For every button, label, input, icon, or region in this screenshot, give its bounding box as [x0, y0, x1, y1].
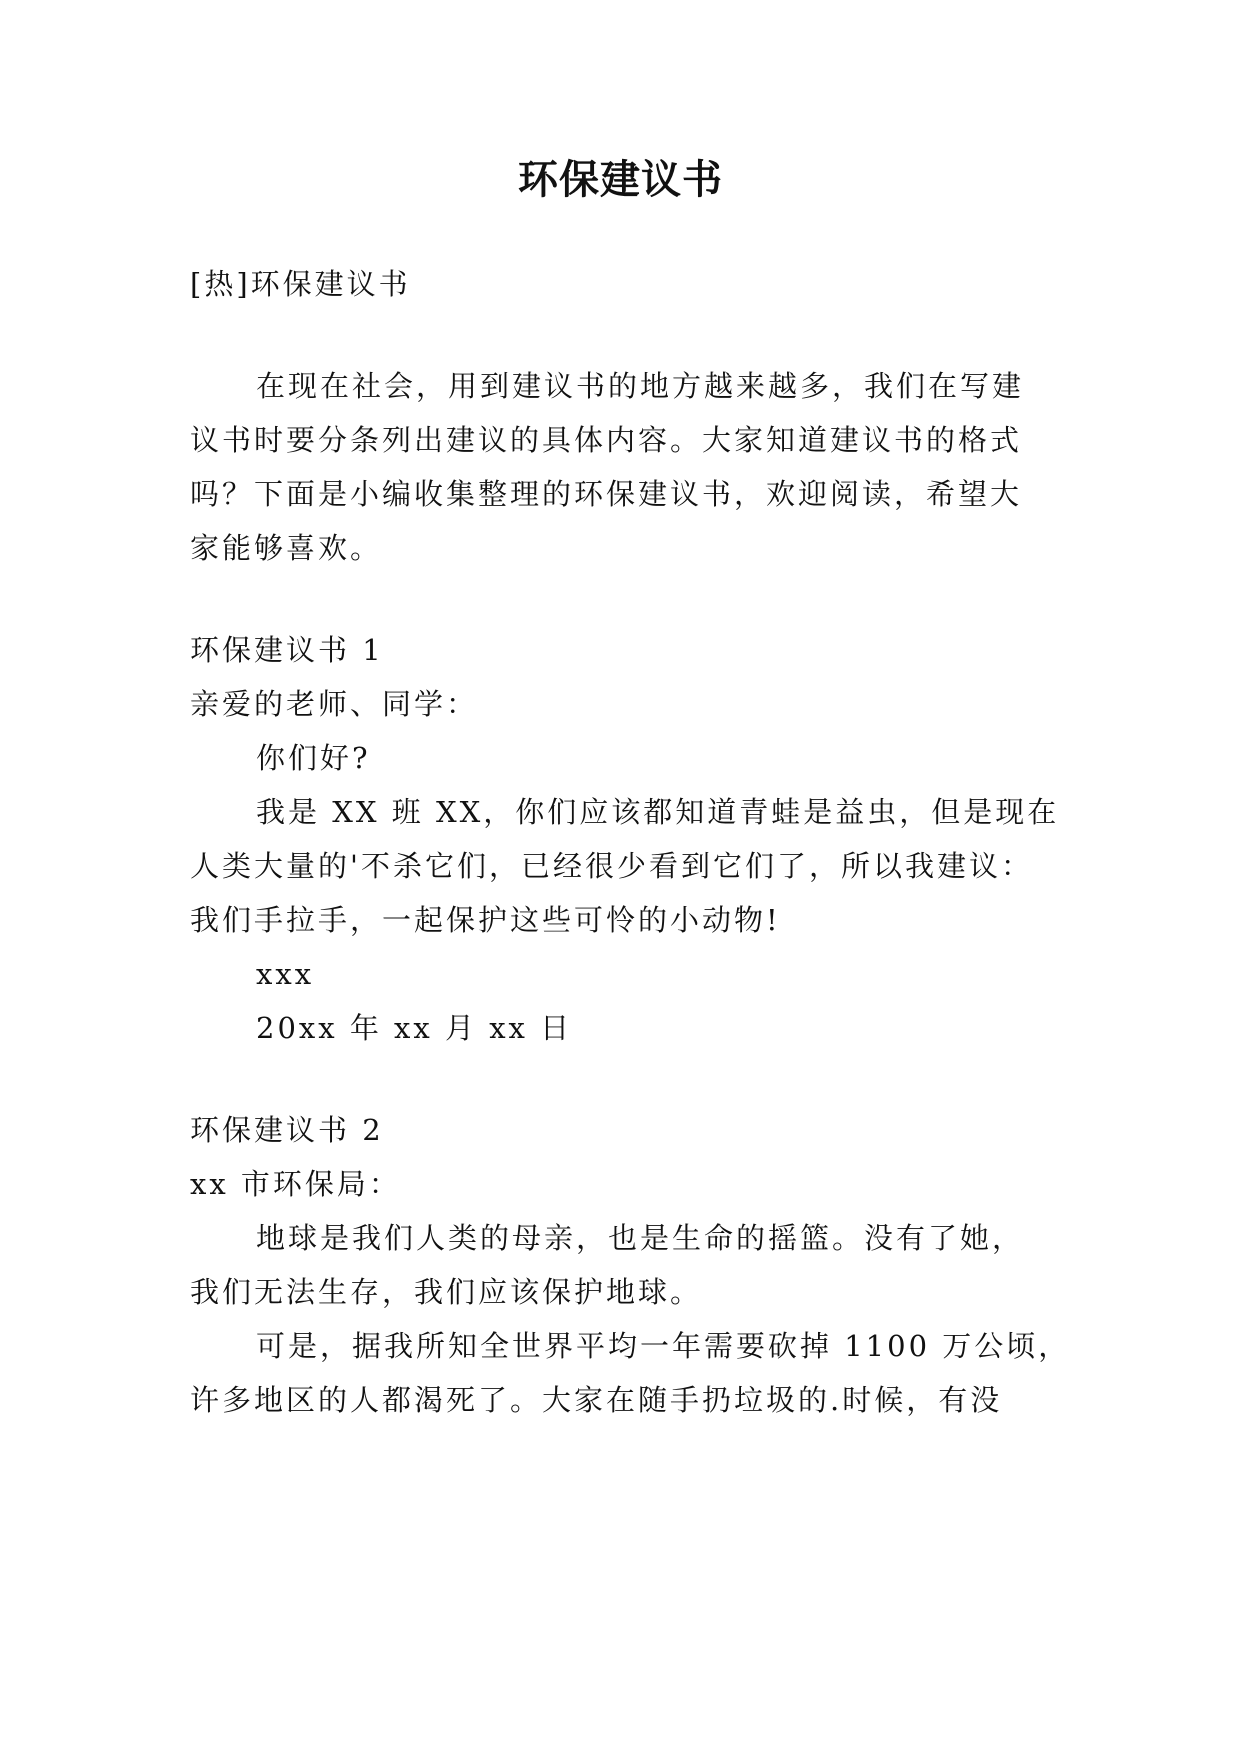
letter1-greeting: 你们好?: [256, 741, 371, 775]
letter2-body-line-3: 可是，据我所知全世界平均一年需要砍掉 1100 万公顷，: [256, 1329, 1071, 1363]
letter1-body-line-2: 人类大量的'不杀它们，已经很少看到它们了，所以我建议：: [190, 849, 1033, 883]
document-title: 环保建议书: [518, 157, 723, 203]
document-subtitle: [热]环保建议书: [190, 267, 411, 301]
intro-line-4: 家能够喜欢。: [190, 531, 383, 565]
intro-line-1: 在现在社会，用到建议书的地方越来越多，我们在写建: [256, 369, 1025, 403]
intro-line-2: 议书时要分条列出建议的具体内容。大家知道建议书的格式: [190, 423, 1023, 457]
letter2-body-line-1: 地球是我们人类的母亲，也是生命的摇篮。没有了她，: [256, 1221, 1025, 1255]
intro-line-3: 吗？下面是小编收集整理的环保建议书，欢迎阅读，希望大: [190, 477, 1023, 511]
letter2-salutation: xx 市环保局：: [190, 1167, 401, 1201]
letter1-body-line-1: 我是 XX 班 XX，你们应该都知道青蛙是益虫，但是现在: [256, 795, 1060, 829]
letter2-heading: 环保建议书 2: [190, 1113, 384, 1147]
letter1-body-line-3: 我们手拉手，一起保护这些可怜的小动物!: [190, 903, 781, 937]
letter1-signature: xxx: [256, 957, 315, 991]
letter2-body-line-2: 我们无法生存，我们应该保护地球。: [190, 1275, 703, 1309]
letter1-salutation: 亲爱的老师、同学：: [190, 687, 479, 721]
letter2-body-line-4: 许多地区的人都渴死了。大家在随手扔垃圾的.时候，有没: [190, 1383, 1003, 1417]
letter1-heading: 环保建议书 1: [190, 633, 384, 667]
letter1-date: 20xx 年 xx 月 xx 日: [256, 1011, 573, 1045]
